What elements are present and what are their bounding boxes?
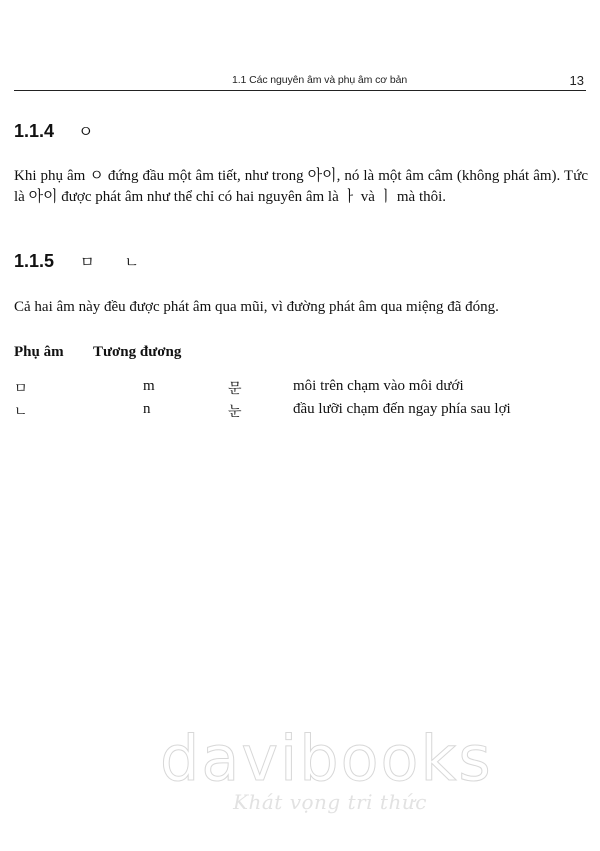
watermark-brand: davibooks [160, 722, 493, 795]
section-heading-1-1-5 [14, 251, 139, 272]
section-glyph: ㄴ [124, 253, 140, 271]
section-glyph: ㅁ [80, 253, 95, 271]
table-cell-example: 눈 [228, 404, 242, 420]
table-row [14, 401, 588, 423]
section-1-1-5-paragraph: Cả hai âm này đều được phát âm qua mũi, vì đường phát âm qua miệng đã đóng. [14, 299, 499, 315]
table-row [14, 378, 588, 400]
table-header-equivalent: Tương đương [93, 344, 182, 360]
table-cell-example: 문 [228, 381, 242, 397]
watermark-tagline: Khát vọng tri thức [233, 790, 427, 814]
section-number: 1.1.4 [14, 121, 55, 141]
page-number: 13 [569, 73, 584, 88]
section-number: 1.1.5 [14, 251, 55, 271]
table-cell-equivalent: m [143, 378, 155, 394]
table-header-consonant: Phụ âm [14, 344, 64, 360]
running-title: 1.1 Các nguyên âm và phụ âm cơ bản [232, 74, 408, 86]
table-cell-consonant: ㄴ [14, 404, 28, 420]
table-cell-equivalent: n [143, 401, 151, 417]
section-1-1-4-paragraph: Khi phụ âm ㅇ đứng đầu một âm tiết, như trong 아이, nó là một âm câm (không phát âm). Tức là 아이 được phát âm như thể chỉ có hai nguyên âm là ㅏ và ㅣ mà thôi. [14, 168, 588, 205]
table-cell-description: môi trên chạm vào môi dưới [293, 378, 464, 394]
section-heading-1-1-4 [14, 119, 94, 142]
table-cell-description: đầu lưỡi chạm đến ngay phía sau lợi [293, 401, 511, 417]
running-head [14, 74, 586, 91]
section-glyph: ㅇ [78, 122, 94, 141]
watermark [160, 722, 493, 814]
table-cell-consonant: ㅁ [14, 381, 28, 397]
